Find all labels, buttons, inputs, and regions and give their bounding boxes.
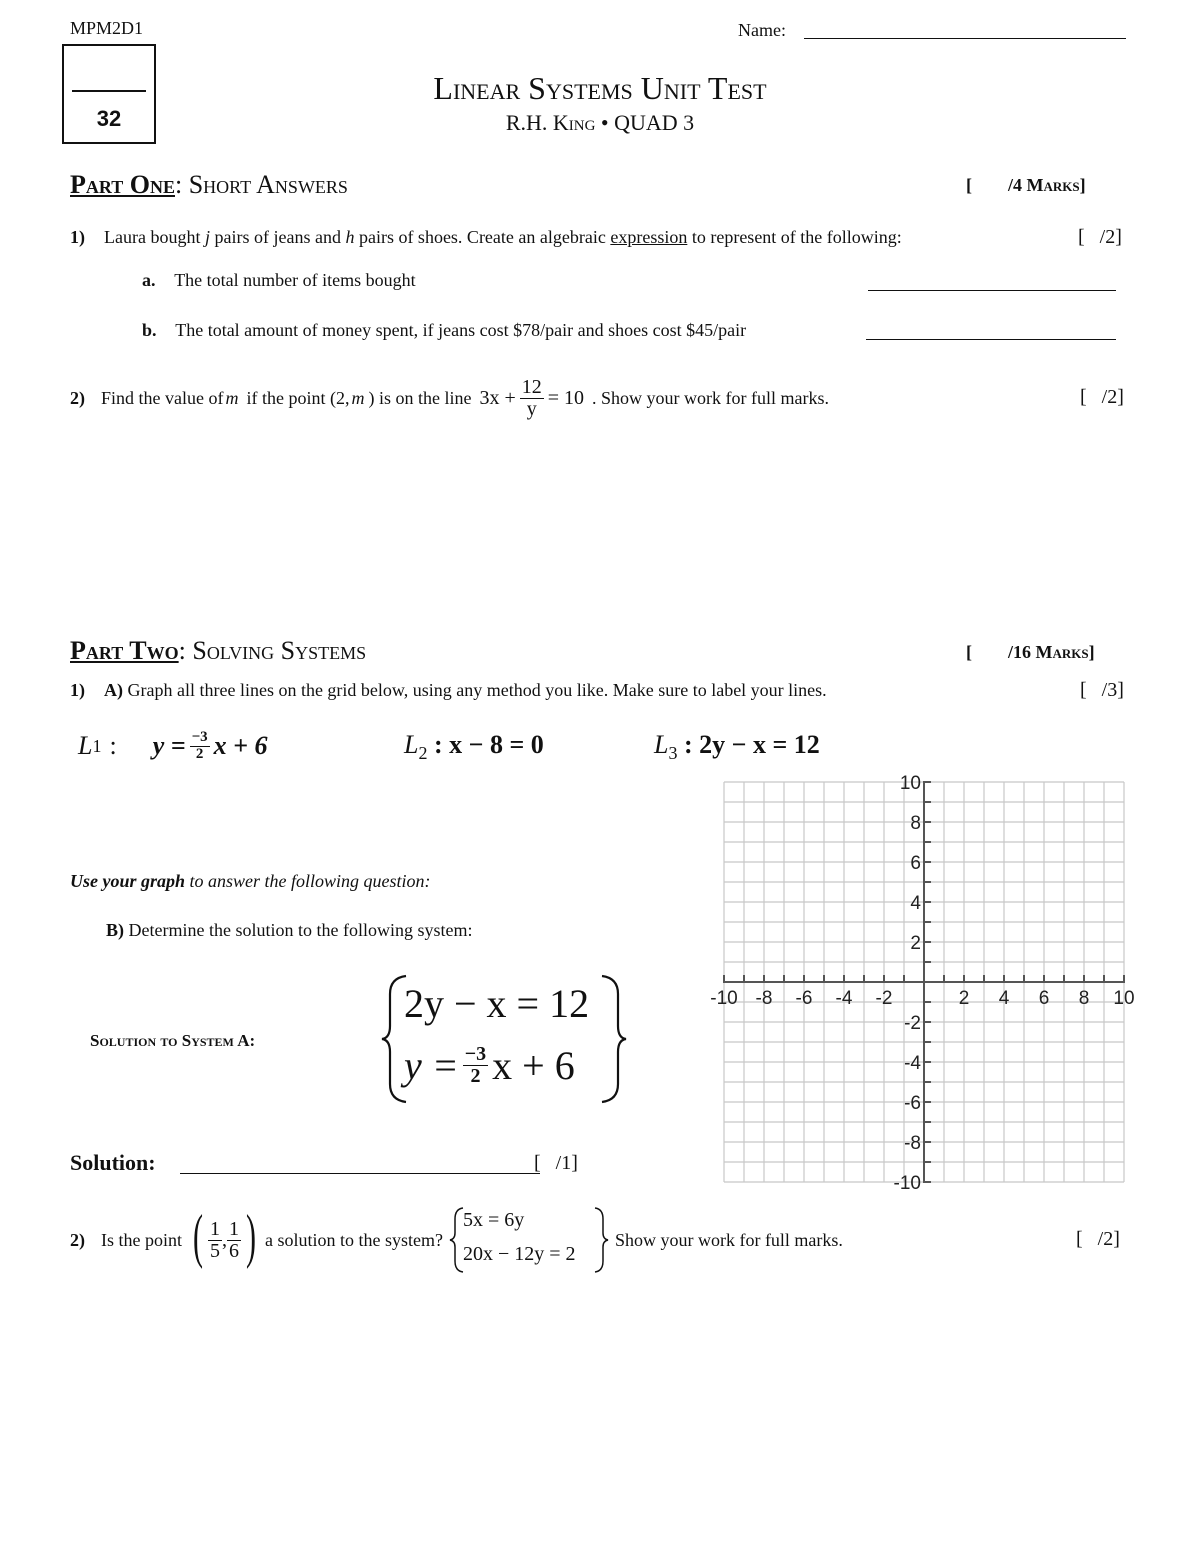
q2-text-a: Find the value of bbox=[101, 387, 224, 408]
part-a-label: A) bbox=[104, 680, 123, 700]
sys-eq2-num: −3 bbox=[464, 1043, 487, 1065]
use-graph-bold: Use your graph bbox=[70, 871, 186, 891]
p-num1: 1 bbox=[209, 1217, 220, 1240]
y-tick-label: -8 bbox=[904, 1133, 921, 1154]
point-fraction-2 bbox=[227, 1219, 241, 1262]
p2-q2-marks: [ /2] bbox=[1076, 1228, 1120, 1250]
course-code: MPM2D1 bbox=[70, 18, 144, 38]
l1-den: 2 bbox=[195, 745, 204, 762]
q1-text-b: pairs of jeans and bbox=[209, 227, 346, 247]
question-number: 2) bbox=[70, 387, 85, 408]
x-tick-label: 2 bbox=[958, 988, 970, 1009]
part-a-text: The total number of items bought bbox=[174, 270, 416, 290]
q2-text-d: . Show your work for full marks. bbox=[592, 387, 829, 408]
question-number: 1) bbox=[70, 680, 85, 700]
x-axis-labels bbox=[710, 988, 1134, 1009]
part-one-subtitle: : Short Answers bbox=[174, 170, 348, 199]
part-one-marks: [ /4 Marks] bbox=[966, 175, 1086, 195]
var-m-2: m bbox=[351, 387, 365, 408]
sys-eq2-rhs: x + 6 bbox=[492, 1043, 575, 1088]
q1-text-a: Laura bought bbox=[104, 227, 205, 247]
name-label: Name: bbox=[738, 20, 786, 40]
l3-eq: : 2y − x = 12 bbox=[683, 730, 820, 759]
l2-sub: 2 bbox=[418, 743, 428, 764]
line-l1 bbox=[78, 730, 267, 763]
score-total: 32 bbox=[96, 106, 122, 131]
y-tick-label: -4 bbox=[904, 1053, 921, 1074]
x-tick-label: 8 bbox=[1078, 988, 1090, 1009]
p2-q1-part-b bbox=[106, 920, 472, 941]
l3-name: L bbox=[654, 730, 669, 759]
point-expression: ( $\frac{1}{5}$ , $\frac{1}{6}$ ) bbox=[192, 1202, 256, 1269]
q2-text-b: if the point (2, bbox=[246, 387, 350, 408]
system-eq-1: 2y − x = 12 bbox=[404, 981, 590, 1026]
eq-fraction bbox=[520, 377, 544, 420]
p1-q1-marks: [ /2] bbox=[1078, 226, 1122, 248]
p-den1: 5 bbox=[209, 1239, 220, 1262]
solution-label: Solution: bbox=[70, 1150, 156, 1175]
answer-line-a[interactable] bbox=[868, 290, 1116, 291]
p-den2: 6 bbox=[228, 1239, 239, 1262]
x-tick-label: 10 bbox=[1113, 988, 1135, 1009]
coordinate-grid[interactable] bbox=[710, 772, 1135, 1194]
p2-q1-text: Graph all three lines on the grid below, using any method you like. Make sure to label your lines. bbox=[127, 680, 827, 700]
x-tick-label: 6 bbox=[1038, 988, 1050, 1009]
y-tick-label: 8 bbox=[910, 813, 921, 834]
p2-q1-marks: [ /3] bbox=[1080, 679, 1124, 701]
q1-text-c: pairs of shoes. Create an algebraic bbox=[354, 227, 611, 247]
p-num2: 1 bbox=[228, 1217, 239, 1240]
part-one-heading bbox=[70, 170, 348, 200]
x-tick-label: -6 bbox=[795, 988, 813, 1009]
q2-text-a: Is the point bbox=[101, 1229, 182, 1250]
system-a-label: Solution to System A: bbox=[90, 1031, 256, 1050]
x-tick-label: 4 bbox=[998, 988, 1010, 1009]
eq-right: = 10 bbox=[547, 386, 585, 409]
part-a-label: a. bbox=[142, 270, 156, 290]
p1-q1-part-a bbox=[142, 270, 416, 291]
x-tick-label: -8 bbox=[755, 988, 773, 1009]
eq-den: y bbox=[526, 397, 537, 420]
l1-num: −3 bbox=[191, 729, 208, 745]
q1-text-d: to represent of the following: bbox=[687, 227, 902, 247]
y-tick-label: 10 bbox=[899, 773, 921, 794]
system-b-eq-1: 5x = 6y bbox=[462, 1209, 525, 1231]
use-graph-instruction bbox=[70, 871, 431, 892]
system-b bbox=[449, 1205, 609, 1275]
l1-sub: 1 bbox=[92, 735, 102, 756]
part-two-marks: [ /16 Marks] bbox=[966, 642, 1095, 662]
l1-colon: : bbox=[109, 731, 117, 761]
part-two-subtitle: : Solving Systems bbox=[178, 636, 367, 665]
var-m: m bbox=[225, 387, 239, 408]
system-eq-2 bbox=[404, 1042, 575, 1089]
l2-name: L bbox=[404, 730, 419, 759]
sys-eq2-den: 2 bbox=[470, 1065, 481, 1087]
q1-underlined-word: expression bbox=[610, 227, 688, 247]
x-tick-label: -2 bbox=[875, 988, 893, 1009]
part-two-title: Part Two bbox=[70, 636, 179, 665]
line-l2 bbox=[404, 730, 544, 764]
part-one-title: Part One bbox=[70, 170, 175, 199]
y-tick-label: -10 bbox=[893, 1173, 921, 1194]
part-b-label: B) bbox=[106, 920, 124, 940]
line-l3 bbox=[654, 730, 820, 764]
answer-line-b[interactable] bbox=[866, 339, 1116, 340]
x-tick-label: -4 bbox=[835, 988, 853, 1009]
q2-text-b: a solution to the system? bbox=[264, 1229, 443, 1250]
l2-eq: : x − 8 = 0 bbox=[433, 730, 544, 759]
y-tick-label: 4 bbox=[910, 893, 921, 914]
var-h: h bbox=[345, 227, 355, 247]
point-fraction-1 bbox=[208, 1219, 222, 1262]
x-tick-label: -10 bbox=[710, 988, 738, 1009]
y-tick-label: -2 bbox=[904, 1013, 921, 1034]
p1-q1-part-b bbox=[142, 320, 746, 341]
var-j: j bbox=[204, 227, 210, 247]
p1-question-2 bbox=[70, 370, 829, 426]
p2-question-2 bbox=[70, 1204, 843, 1276]
eq-left: 3x + bbox=[479, 386, 516, 409]
y-tick-label: 2 bbox=[910, 933, 921, 954]
question-number: 1) bbox=[70, 227, 85, 247]
p1-q2-marks: [ /2] bbox=[1080, 386, 1124, 408]
sys-eq2-fraction bbox=[463, 1044, 488, 1087]
use-graph-rest: to answer the following question: bbox=[185, 871, 431, 891]
question-number: 2) bbox=[70, 1229, 85, 1250]
part-two-heading bbox=[70, 636, 366, 666]
l1-name: L bbox=[78, 731, 93, 761]
l1-fraction bbox=[190, 730, 210, 763]
l3-sub: 3 bbox=[668, 743, 678, 764]
line-equation bbox=[479, 377, 584, 420]
system-b-eq-2: 20x − 12y = 2 bbox=[462, 1243, 576, 1265]
page-subtitle: R.H. King • QUAD 3 bbox=[505, 110, 695, 135]
q2-text-c: ) is on the line bbox=[368, 387, 472, 408]
eq-num: 12 bbox=[521, 375, 542, 398]
part-b-label: b. bbox=[142, 320, 157, 340]
l1-rhs: x + 6 bbox=[213, 731, 268, 761]
y-tick-label: -6 bbox=[904, 1093, 921, 1114]
name-field[interactable] bbox=[804, 38, 1126, 39]
y-axis-labels bbox=[894, 773, 922, 1194]
p2-question-1 bbox=[70, 680, 827, 701]
solution-answer-line[interactable] bbox=[180, 1173, 540, 1174]
l1-lhs: y = bbox=[152, 731, 186, 761]
part-b-text: Determine the solution to the following system: bbox=[128, 920, 473, 940]
y-tick-label: 6 bbox=[910, 853, 921, 874]
p1-question-1 bbox=[70, 227, 902, 248]
page-title: Linear Systems Unit Test bbox=[433, 70, 767, 106]
q2-text-c: Show your work for full marks. bbox=[614, 1229, 843, 1250]
sys-eq2-lhs: y = bbox=[404, 1043, 459, 1088]
solution-marks: [ /1] bbox=[534, 1152, 578, 1174]
system-a bbox=[380, 972, 630, 1106]
part-b-text: The total amount of money spent, if jeans cost $78/pair and shoes cost $45/pair bbox=[175, 320, 747, 340]
